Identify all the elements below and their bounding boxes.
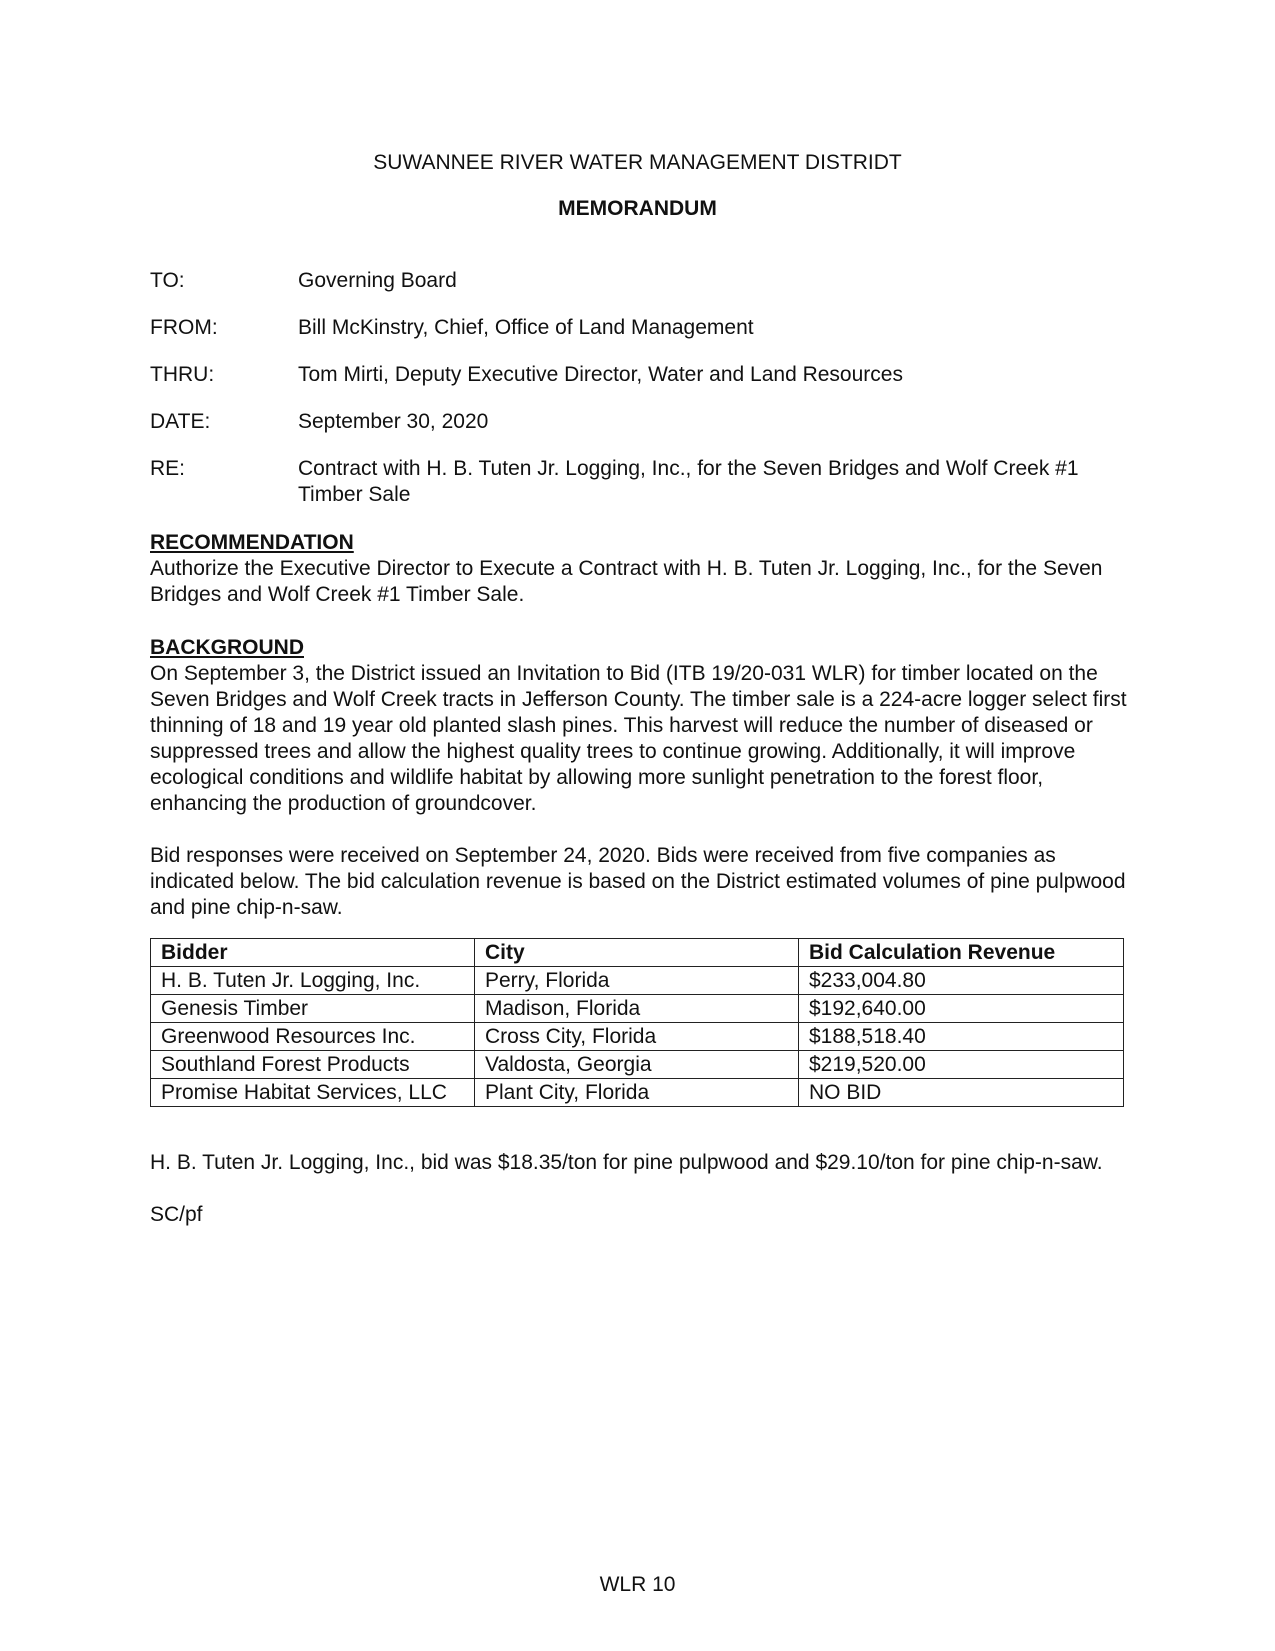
bidder-cell: H. B. Tuten Jr. Logging, Inc. — [151, 967, 475, 995]
revenue-cell: $233,004.80 — [799, 967, 1124, 995]
city-cell: Perry, Florida — [475, 967, 799, 995]
memo-field-re — [150, 456, 1130, 508]
field-label: THRU: — [150, 363, 215, 386]
field-value: Governing Board — [298, 269, 457, 292]
background-paragraph: Bid responses were received on September 24, 2020. Bids were received from five companies as indicated below. The bid calculation revenue is based on the District estimated volumes of pine pulpwood and pine chip-n-saw. — [150, 844, 1126, 919]
bidder-cell: Genesis Timber — [151, 995, 475, 1023]
revenue-cell: $219,520.00 — [799, 1051, 1124, 1079]
table-header-row — [151, 939, 1124, 967]
bidder-cell: Southland Forest Products — [151, 1051, 475, 1079]
background-heading: BACKGROUND — [150, 636, 304, 659]
recommendation-section — [150, 530, 1130, 608]
city-cell: Madison, Florida — [475, 995, 799, 1023]
bidder-cell: Greenwood Resources Inc. — [151, 1023, 475, 1051]
column-header-revenue: Bid Calculation Revenue — [799, 939, 1124, 967]
table-row — [151, 1079, 1124, 1107]
field-value: Contract with H. B. Tuten Jr. Logging, Inc., for the Seven Bridges and Wolf Creek #1 Timber Sale — [298, 457, 1079, 506]
field-label: RE: — [150, 457, 186, 480]
memo-field-date — [150, 409, 1130, 435]
column-header-bidder: Bidder — [151, 939, 475, 967]
bid-table — [150, 938, 1124, 1107]
organization-name: SUWANNEE RIVER WATER MANAGEMENT DISTRIDT — [373, 151, 902, 174]
field-label: FROM: — [150, 316, 218, 339]
memo-field-from — [150, 315, 1130, 341]
background-paragraph: On September 3, the District issued an Invitation to Bid (ITB 19/20-031 WLR) for timber located on the Seven Bridges and Wolf Creek tracts in Jefferson County. The timber sale is a 224-acre logger select first thinning of 18 and 19 year old planted slash pines. This harvest will reduce the number of diseased or suppressed trees and allow the highest quality trees to continue growing. Additionally, it will improve ecological conditions and wildlife habitat by allowing more sunlight penetration to the forest floor, enhancing the production of groundcover. — [150, 662, 1127, 815]
field-label: DATE: — [150, 410, 211, 433]
recommendation-heading: RECOMMENDATION — [150, 531, 354, 554]
column-header-city: City — [475, 939, 799, 967]
bid-note: H. B. Tuten Jr. Logging, Inc., bid was $18.35/ton for pine pulpwood and $29.10/ton for pine chip-n-saw. — [150, 1151, 1103, 1174]
initials: SC/pf — [150, 1203, 203, 1226]
revenue-cell: $192,640.00 — [799, 995, 1124, 1023]
city-cell: Plant City, Florida — [475, 1079, 799, 1107]
field-value: Tom Mirti, Deputy Executive Director, Water and Land Resources — [298, 363, 903, 386]
revenue-cell: $188,518.40 — [799, 1023, 1124, 1051]
memo-header-fields — [150, 268, 1130, 529]
revenue-cell: NO BID — [799, 1079, 1124, 1107]
bidder-cell: Promise Habitat Services, LLC — [151, 1079, 475, 1107]
city-cell: Valdosta, Georgia — [475, 1051, 799, 1079]
closing-section — [150, 1150, 1130, 1228]
recommendation-text: Authorize the Executive Director to Execute a Contract with H. B. Tuten Jr. Logging, Inc., for the Seven Bridges and Wolf Creek #1 Timber Sale. — [150, 557, 1103, 606]
memo-field-thru — [150, 362, 1130, 388]
table-row — [151, 967, 1124, 995]
memo-title: MEMORANDUM — [558, 197, 717, 220]
memo-field-to — [150, 268, 1130, 294]
field-value: September 30, 2020 — [298, 410, 489, 433]
table-row — [151, 995, 1124, 1023]
background-section — [150, 635, 1130, 921]
table-row — [151, 1051, 1124, 1079]
field-value: Bill McKinstry, Chief, Office of Land Management — [298, 316, 754, 339]
city-cell: Cross City, Florida — [475, 1023, 799, 1051]
page-footer-label: WLR 10 — [599, 1573, 676, 1596]
table-row — [151, 1023, 1124, 1051]
field-label: TO: — [150, 269, 185, 292]
